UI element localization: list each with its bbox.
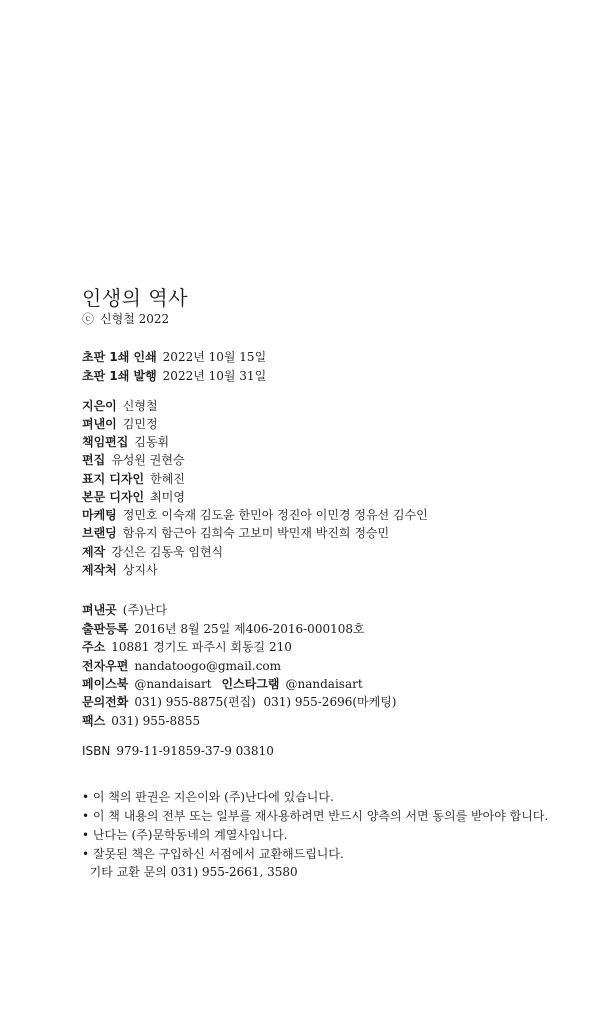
print-label: 초판 1쇄 발행 [82,369,157,383]
credit-row [82,489,185,505]
copyright-text: 신형철 2022 [100,312,170,326]
isbn-value: 979-11-91859-37-9 03810 [116,744,274,758]
credit-label: 본문 디자인 [82,490,145,504]
publisher-value: 031) 955-8875(편집) 031) 955-2696(마케팅) [134,695,397,709]
publisher-value: (주)난다 [122,603,167,617]
credit-label: 제작처 [82,563,117,577]
credit-label: 펴낸이 [82,417,117,431]
print-value: 2022년 10월 15일 [162,350,267,364]
note-item: • 난다는 (주)문학동네의 계열사입니다. [82,828,288,842]
credit-value: 함유지 함근아 김희숙 고보미 박민재 박진희 정승민 [122,526,390,540]
credit-label: 지은이 [82,399,117,413]
credit-row [82,398,158,414]
publisher-row [82,713,200,729]
publisher-label: 문의전화 [82,695,129,709]
credit-label: 편집 [82,453,106,467]
note-item: • 잘못된 책은 구입하신 서점에서 교환해드립니다. [82,847,344,861]
credit-value: 상지사 [122,563,158,577]
credit-row [82,525,389,541]
credit-row [82,544,223,560]
credit-row [82,416,158,432]
credit-value: 김동휘 [134,435,170,449]
book-title: 인생의 역사 [82,286,188,310]
credit-value: 신형철 [122,399,158,413]
publisher-row [82,676,363,692]
credit-label: 제작 [82,545,106,559]
copyright-line [82,310,169,327]
isbn-label: ISBN [82,744,111,758]
publisher-label: 주소 [82,640,106,654]
credit-row [82,471,185,487]
publisher-label: 펴낸곳 [82,603,117,617]
publisher-row [82,658,281,674]
publisher-value: 10881 경기도 파주시 회동길 210 [111,640,292,654]
isbn-row [82,743,274,759]
publisher-row [82,694,397,710]
credit-row [82,434,169,450]
publisher-label: 팩스 [82,714,106,728]
credit-value: 강신은 김동욱 임현식 [111,545,224,559]
publisher-label: 출판등록 [82,622,129,636]
note-item: • 이 책 내용의 전부 또는 일부를 재사용하려면 반드시 양측의 서면 동의를 받아야 합니다. [82,809,549,823]
publisher-value: @nandaisart [134,677,212,691]
publisher-value: @nandaisart [285,677,363,691]
credit-value: 김민정 [122,417,158,431]
print-value: 2022년 10월 31일 [162,369,267,383]
publisher-row [82,639,292,655]
publisher-row [82,621,365,637]
publisher-label: 전자우편 [82,659,129,673]
publisher-label: 인스타그램 [221,677,280,691]
credit-value: 최미영 [150,490,185,504]
credit-label: 표지 디자인 [82,472,145,486]
credit-label: 책임편집 [82,435,129,449]
credit-row [82,507,428,523]
publisher-value: nandatoogo@gmail.com [134,659,282,673]
print-row [82,349,266,365]
note-item: 기타 교환 문의 031) 955-2661, 3580 [82,865,298,879]
publisher-label: 페이스북 [82,677,129,691]
publisher-row [82,602,167,618]
credit-label: 브랜딩 [82,526,117,540]
credit-value: 정민호 이숙재 김도윤 한민아 정진아 이민경 정유선 김수인 [122,508,428,522]
note-item: • 이 책의 판권은 지은이와 (주)난다에 있습니다. [82,790,334,804]
print-label: 초판 1쇄 인쇄 [82,350,157,364]
credit-label: 마케팅 [82,508,117,522]
print-row [82,368,266,384]
credit-row [82,562,158,578]
credit-value: 유성원 권현승 [111,453,185,467]
publisher-value: 2016년 8월 25일 제406-2016-000108호 [134,622,365,636]
credit-row [82,452,185,468]
copyright-symbol: ⓒ [82,312,95,326]
credit-value: 한혜진 [150,472,185,486]
publisher-value: 031) 955-8855 [111,714,201,728]
